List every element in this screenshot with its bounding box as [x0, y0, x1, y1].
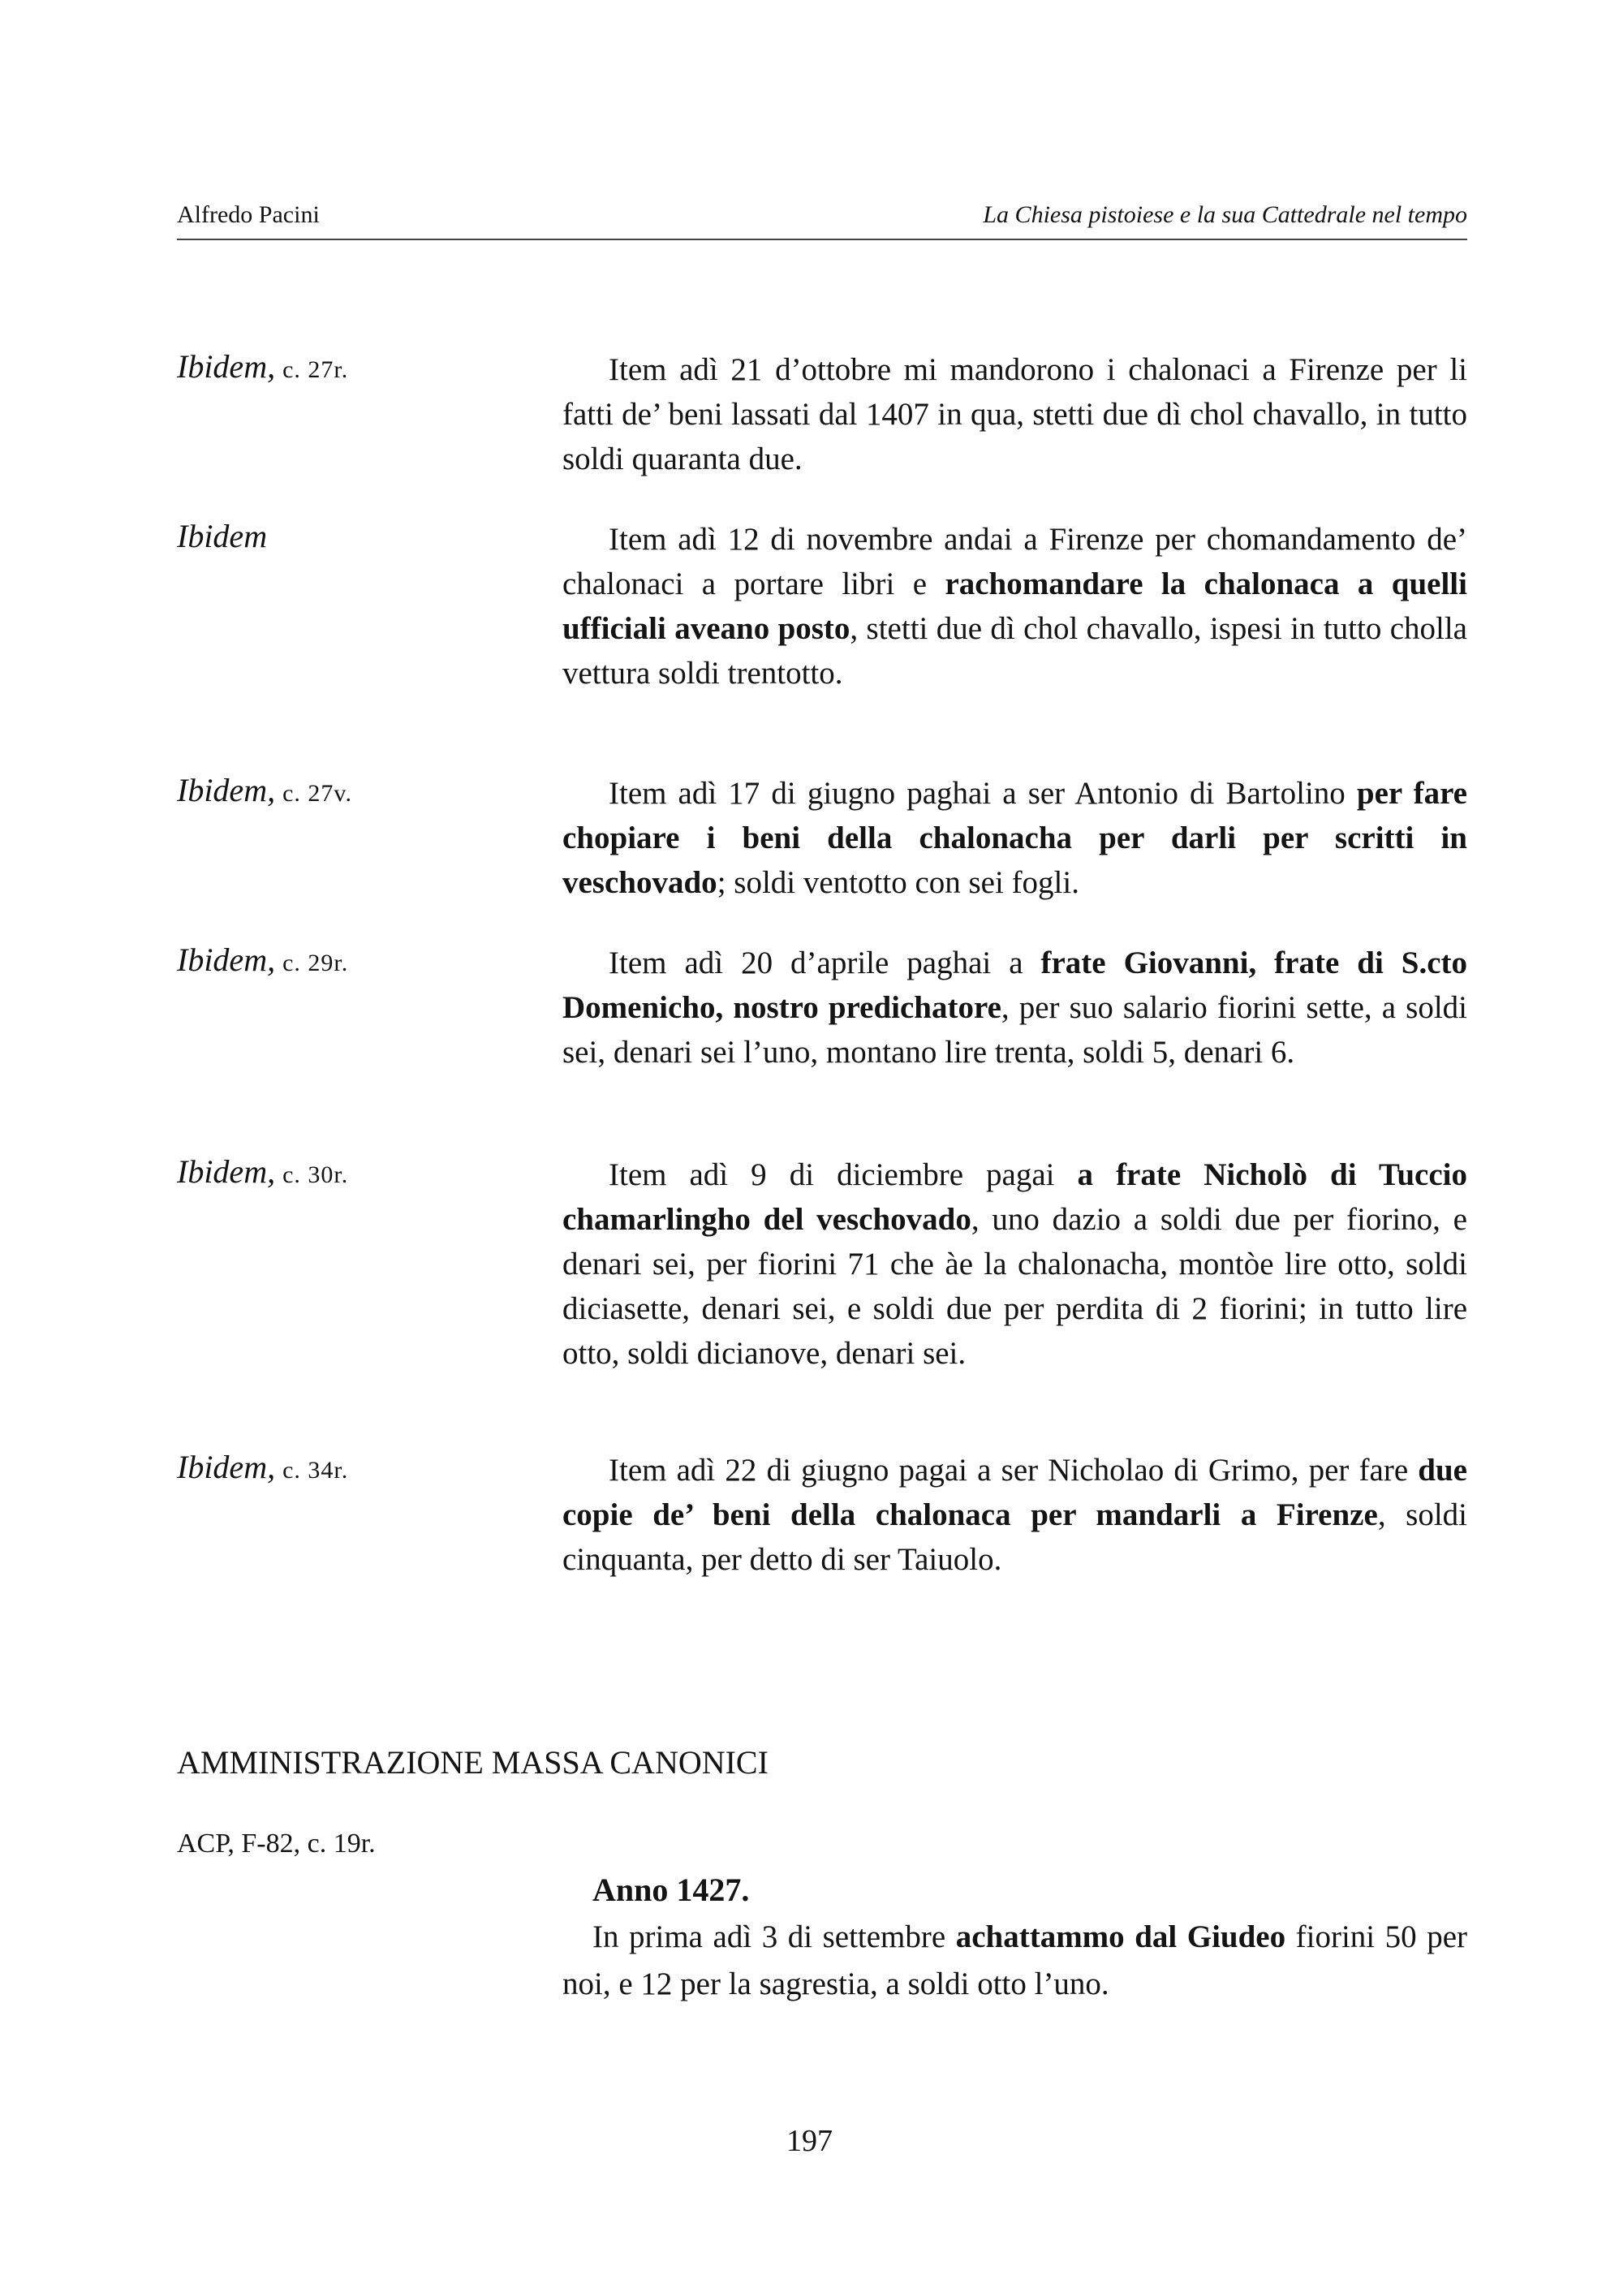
- entry-text-bold: per fare chopiare i beni della chalonacha per darli per scritti in veschovado: [562, 776, 1467, 900]
- entry-text: [562, 517, 1467, 696]
- entry-reference: [177, 1448, 550, 1486]
- entry-folio: c. 27v.: [282, 780, 352, 807]
- header-author: Alfredo Pacini: [177, 201, 320, 228]
- entry-source: Ibidem,: [177, 772, 276, 808]
- section-text-part: fiorini 50 per noi, e 12 per la sagrestia, a soldi otto l’uno.: [562, 1919, 1467, 2001]
- entry-source: Ibidem,: [177, 1153, 276, 1190]
- entry-text-part: Item adì 17 di giugno paghai a ser Antonio di Bartolino: [609, 776, 1357, 811]
- entry-text-part: , soldi cinquanta, per detto di ser Taiuolo.: [562, 1497, 1467, 1577]
- entry-reference: [177, 771, 550, 809]
- entry-folio: c. 30r.: [282, 1161, 349, 1188]
- entry-text-part: Item adì 22 di giugno pagai a ser Nicholao di Grimo, per fare: [609, 1453, 1419, 1488]
- entry-source: Ibidem,: [177, 941, 276, 978]
- entry-source: Ibidem,: [177, 1449, 276, 1485]
- entry-text-part: Item adì 21 d’ottobre mi mandorono i chalonaci a Firenze per li fatti de’ beni lassati dal 1407 in qua, stetti due dì chol chavallo, in tutto soldi quaranta due.: [562, 352, 1467, 476]
- entry-text-bold: due copie de’ beni della chalonaca per mandarli a Firenze: [562, 1453, 1467, 1532]
- entry-text-part: , uno dazio a soldi due per fiorino, e denari sei, per fiorini 71 che àe la chalonacha, montòe lire otto, soldi diciasette, denari sei, e soldi due per perdita di 2 fiorini; in tutto lire otto, soldi dicianove, denari sei.: [562, 1202, 1467, 1371]
- page-number: 197: [786, 2124, 833, 2158]
- entry-reference: [177, 1152, 550, 1191]
- entry-text-part: , stetti due dì chol chavallo, ispesi in tutto cholla vettura soldi trentotto.: [562, 611, 1467, 691]
- entry-text: [562, 1448, 1467, 1582]
- year-heading: Anno 1427.: [592, 1872, 750, 1908]
- entry-reference: [177, 347, 550, 386]
- entry-text-part: , per suo salario fiorini sette, a soldi sei, denari sei l’uno, montano lire trenta, soldi 5, denari 6.: [562, 990, 1467, 1070]
- entry-text: [562, 347, 1467, 481]
- entry-reference: [177, 941, 550, 979]
- entry-text: [562, 941, 1467, 1075]
- entry-folio: c. 29r.: [282, 950, 349, 976]
- entry-text: [562, 1152, 1467, 1376]
- section-reference: ACP, F-82, c. 19r.: [177, 1829, 376, 1859]
- running-header: [177, 201, 1467, 242]
- section-text: [562, 1914, 1467, 2008]
- entry-text-bold: a frate Nicholò di Tuccio chamarlingho del veschovado: [562, 1157, 1467, 1237]
- entry-text-part: ; soldi ventotto con sei fogli.: [717, 865, 1079, 900]
- entry-text: [562, 771, 1467, 905]
- entry-folio: c. 27r.: [282, 356, 349, 383]
- entry-text-bold: rachomandare la chalonaca a quelli ufficiali aveano posto: [562, 566, 1467, 646]
- section-text-part: In prima adì 3 di settembre: [592, 1919, 956, 1954]
- entry-text-part: Item adì 12 di novembre andai a Firenze per chomandamento de’ chalonaci a portare libri e: [562, 522, 1467, 601]
- entry-source: Ibidem: [177, 518, 268, 554]
- entry-reference: [177, 517, 550, 555]
- section-text-bold: achattammo dal Giudeo: [955, 1919, 1286, 1954]
- entry-folio: c. 34r.: [282, 1457, 349, 1484]
- entry-text-part: Item adì 9 di diciembre pagai: [609, 1157, 1078, 1192]
- entry-text-part: Item adì 20 d’aprile paghai a: [609, 946, 1041, 980]
- header-rule: [177, 239, 1467, 240]
- entry-text-bold: frate Giovanni, frate di S.cto Domenicho, nostro predichatore: [562, 946, 1467, 1025]
- section-heading: AMMINISTRAZIONE MASSA CANONICI: [177, 1744, 769, 1781]
- entry-source: Ibidem,: [177, 348, 276, 385]
- header-title: La Chiesa pistoiese e la sua Cattedrale nel tempo: [983, 201, 1467, 228]
